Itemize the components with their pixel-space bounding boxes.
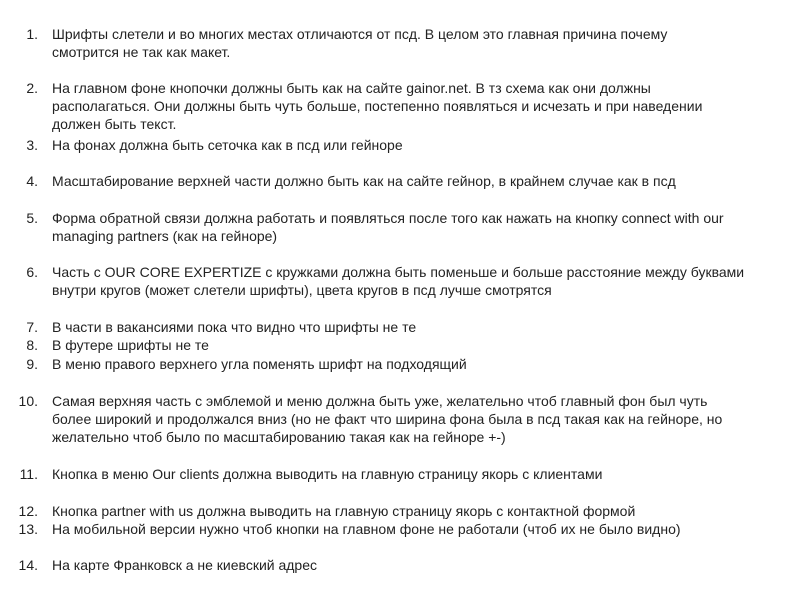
item-number: 13. [18,521,38,537]
item-number: 12. [18,503,38,519]
item-text [52,355,786,373]
item-line: На карте Франковск а не киевский адрес [52,557,318,573]
item-number: 5. [26,210,38,226]
item-text [52,502,786,520]
item-line: Шрифты слетели и во многих местах отличаются от псд. В целом это главная причина почему [52,26,668,42]
item-line: желательно чтоб было по масштабированию такая как на гейноре +-) [52,429,506,445]
item-number: 3. [26,137,38,153]
item-text [52,318,786,336]
item-line: На фонах должна быть сеточка как в псд или гейноре [52,137,403,153]
item-line: В футере шрифты не те [52,337,209,353]
item-line: Самая верхняя часть с эмблемой и меню должна быть уже, желательно чтоб главный фон был чуть [52,393,708,409]
item-text [52,465,786,483]
item-number: 11. [19,466,38,482]
item-text [52,336,786,354]
item-number: 9. [26,356,38,372]
item-text [52,520,786,538]
item-line: На главном фоне кнопочки должны быть как на сайте gainor.net. В тз схема как они должны [52,80,651,96]
item-line: Форма обратной связи должна работать и появляться после того как нажать на кнопку connect with our [52,210,724,226]
item-number: 6. [26,264,38,280]
item-number: 2. [26,80,38,96]
item-line: более широкий и продолжался вниз (но не факт что ширина фона была в псд такая как на гейноре, но [52,411,723,427]
item-text [52,172,786,190]
item-line: Кнопка в меню Our clients должна выводить на главную страницу якорь с клиентами [52,466,603,482]
item-line: В меню правого верхнего угла поменять шрифт на подходящий [52,356,467,372]
item-line: внутри кругов (может слетели шрифты), цвета кругов в псд лучше смотрятся [52,282,552,298]
item-line: смотрится не так как макет. [52,44,231,60]
item-text [52,263,786,299]
item-text [52,209,786,245]
item-line: Кнопка partner with us должна выводить на главную страницу якорь с контактной формой [52,503,636,519]
item-number: 7. [26,319,38,335]
item-number: 14. [18,557,38,573]
item-text [52,79,786,133]
item-line: Масштабирование верхней части должно быть как на сайте гейнор, в крайнем случае как в псд [52,173,676,189]
item-line: Часть с OUR CORE EXPERTIZE с кружками должна быть поменьше и больше расстояние между буквами [52,264,745,280]
item-line: В части в вакансиями пока что видно что шрифты не те [52,319,417,335]
item-number: 4. [26,173,38,189]
item-line: На мобильной версии нужно чтоб кнопки на главном фоне не работали (чтоб их не было видно) [52,521,681,537]
item-number: 8. [26,337,38,353]
item-number: 10. [18,393,38,409]
item-text [52,556,786,574]
item-line: managing partners (как на гейноре) [52,228,278,244]
item-text [52,136,786,154]
item-text [52,25,786,61]
item-line: располагаться. Они должны быть чуть больше, постепенно появляться и исчезать и при наведении [52,98,703,114]
item-number: 1. [26,26,38,42]
item-text [52,392,786,446]
item-line: должен быть текст. [52,116,177,132]
